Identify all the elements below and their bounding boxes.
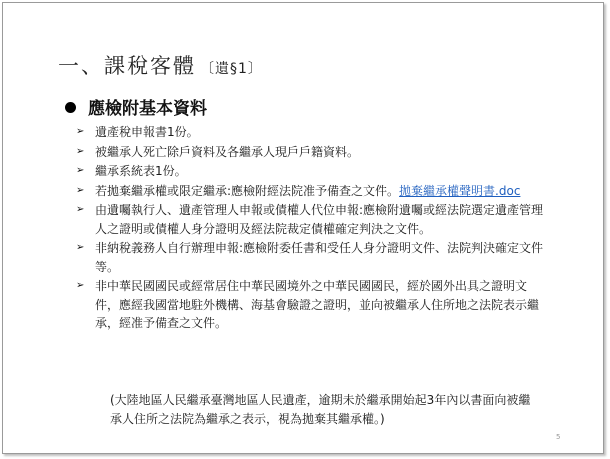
list-item [75,143,545,162]
list-item-text: 被繼承人死亡除戶資料及各繼承人現戶戶籍資料。 [95,144,360,159]
arrow-bullet-icon: ➢ [76,242,85,253]
title-text: 一、課稅客體 [58,54,196,78]
list-item-text: 若拋棄繼承權或限定繼承:應檢附經法院准予備查之文件。 [95,183,400,198]
list-item [75,182,545,201]
list-item-text: 遺產稅申報書1份。 [95,125,199,139]
arrow-bullet-icon: ➢ [76,165,85,176]
slide [2,2,604,454]
arrow-bullet-icon: ➢ [76,145,85,157]
section-heading [65,94,207,119]
arrow-bullet-icon: ➢ [76,184,85,196]
renunciation-document-link[interactable]: 拋棄繼承權聲明書.doc [399,183,521,198]
mainland-note: (大陸地區人民繼承臺灣地區人民遺產，逾期未於繼承開始起3年內以書面向被繼承人住所之法院為繼承之表示，視為拋棄其繼承權。) [110,393,531,426]
list-item [75,201,545,238]
arrow-bullet-icon: ➢ [76,126,85,137]
list-item-text: 非中華民國國民或經常居住中華民國境外之中華民國國民，經於國外出具之證明文件，應經我國當地駐外機構、海基會驗證之證明，並向被繼承人住所地之法院表示繼承，經准予備查之文件。 [95,279,540,330]
title-reference: 〔遺§1〕 [200,61,263,77]
list-item [75,239,545,276]
list-item-text: 繼承系統表1份。 [95,164,187,178]
section-heading-text: 應檢附基本資料 [88,99,207,119]
list-item [75,123,545,142]
arrow-bullet-icon: ➢ [76,280,85,291]
page-number: 5 [556,433,561,441]
arrow-bullet-icon: ➢ [76,204,85,215]
bullet-dot-icon [65,102,76,113]
slide-title [58,50,263,80]
list-item-text: 非納稅義務人自行辦理申報:應檢附委任書和受任人身分證明文件、法院判決確定文件等。 [95,241,544,274]
list-item-text: 由遺囑執行人、遺產管理人申報或債權人代位申報:應檢附遺囑或經法院選定遺產管理人之證明或債權人身分證明及經法院裁定債權確定判決之文件。 [95,203,544,236]
list-item [75,162,545,181]
requirements-list [75,123,545,334]
list-item [75,277,545,333]
